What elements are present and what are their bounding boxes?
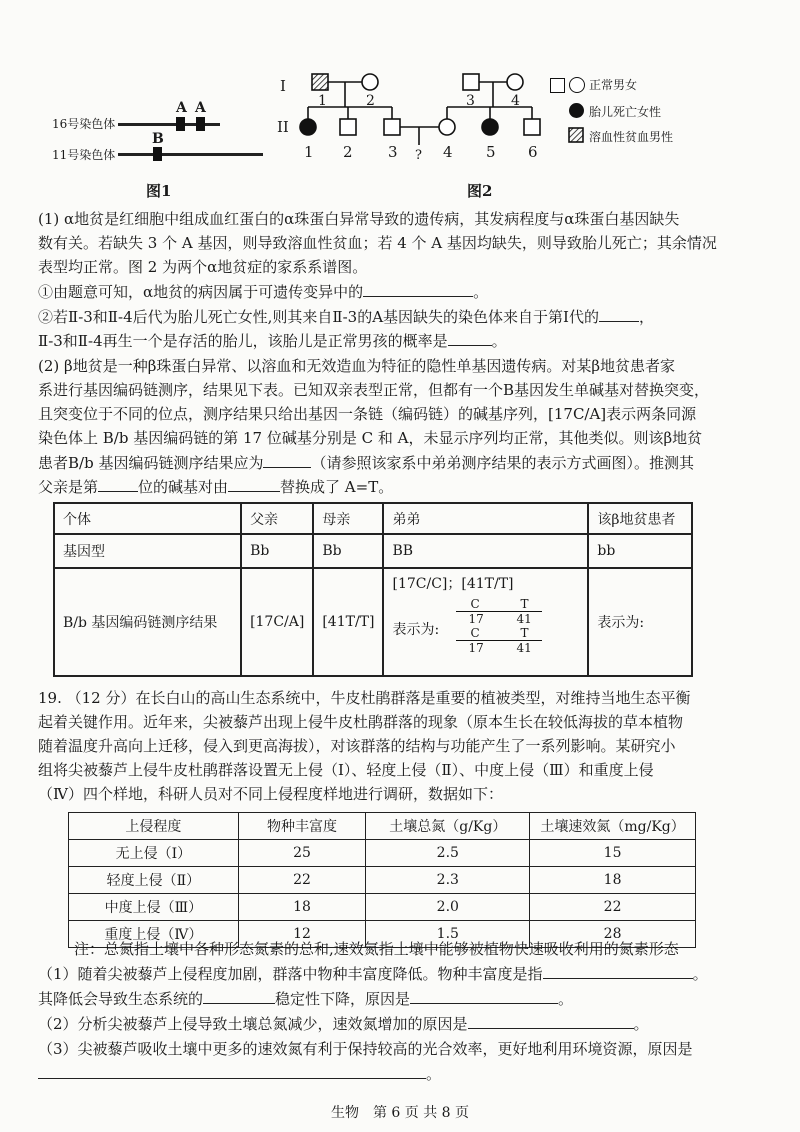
table-row — [69, 894, 696, 921]
answer-blank[interactable] — [448, 329, 492, 346]
gene-a1-label: A — [176, 100, 187, 116]
table-cell: 25 — [238, 840, 366, 867]
q19-s2: （2）分析尖被藜芦上侵导致土壤总氮减少，速效氮增加的原因是 。 — [38, 1012, 768, 1036]
q18-p2-line6: 父亲是第 位的碱基对由 替换成了 A=T。 — [38, 475, 768, 499]
table-row — [69, 867, 696, 894]
gene-a2-label: A — [195, 100, 206, 116]
gene-sequencing-table — [53, 502, 693, 677]
answer-blank[interactable] — [203, 987, 275, 1004]
father-sequence: [17C/A] — [241, 568, 313, 676]
seq-position-41: 41 — [516, 641, 532, 655]
q18-p1-line3: 表型均正常。图 2 为两个α地贫症的家系系谱图。 — [38, 258, 368, 276]
gene-b-label: B — [152, 131, 164, 147]
mother-sequence: [41T/T] — [313, 568, 383, 676]
ii5-fetal-death-female — [482, 119, 498, 135]
header-cell: 母亲 — [313, 503, 383, 534]
q19-s1-line1: （1）随着尖被藜芦上侵程度加剧，群落中物种丰富度降低。物种丰富度是指 。 — [38, 962, 768, 986]
q18-p2-line2: 系进行基因编码链测序，结果见下表。已知双亲表型正常，但都有一个B基因发生单碱基对替换突变， — [38, 381, 710, 399]
header-cell: 该β地贫患者 — [588, 503, 692, 534]
ii2-normal-male — [340, 119, 356, 135]
i2-number: 2 — [366, 93, 375, 109]
i4-normal-female — [507, 74, 523, 90]
seq-position-17: 17 — [468, 612, 484, 626]
chr11-label: 11号染色体 — [52, 148, 116, 162]
table-cell: 2.0 — [366, 894, 530, 921]
ii4-number: 4 — [443, 143, 453, 161]
ii6-number: 6 — [528, 143, 538, 161]
table-cell: 18 — [238, 894, 366, 921]
header-cell: 个体 — [54, 503, 241, 534]
answer-blank[interactable] — [228, 475, 280, 492]
ii3-normal-male — [384, 119, 400, 135]
seq-position-17: 17 — [468, 641, 484, 655]
q18-p2-line3: 且突变位于不同的位点，测序结果只给出基因一条链（编码链）的碱基序列，[17C/A]表示两条同源 — [38, 405, 697, 423]
table-cell: 1.5 — [366, 921, 530, 948]
ii1-number: 1 — [304, 143, 314, 161]
ii5-number: 5 — [486, 143, 496, 161]
table-header-row — [54, 503, 692, 534]
legend-normal-label: 正常男女 — [589, 78, 638, 92]
table-cell: 重度上侵（Ⅳ） — [69, 921, 239, 948]
header-cell: 弟弟 — [383, 503, 588, 534]
ii6-normal-male — [524, 119, 540, 135]
table-cell: bb — [588, 534, 692, 568]
generation-i-label: I — [280, 77, 286, 95]
answer-blank[interactable] — [599, 305, 639, 322]
legend-hatched-square-icon — [568, 127, 584, 143]
header-cell: 父亲 — [241, 503, 313, 534]
q19-line1: 19. （12 分）在长白山的高山生态系统中，牛皮杜鹃群落是重要的植被类型，对维持当地生态平衡 — [38, 689, 691, 707]
brother-sequence: [17C/C]；[41T/T] — [392, 576, 514, 592]
figure1-caption: 图1 — [146, 182, 172, 200]
q19-s1-line2: 其降低会导致生态系统的 稳定性下降，原因是 。 — [38, 987, 768, 1011]
i2-normal-female — [362, 74, 378, 90]
offspring-question-mark: ? — [415, 148, 422, 163]
gene-b-block — [153, 147, 162, 161]
legend-circle-icon — [569, 77, 585, 93]
seq-base-c: C — [470, 626, 480, 640]
ii3-number: 3 — [388, 143, 398, 161]
seq-base-t: T — [520, 626, 529, 640]
q19-line3: 随着温度升高向上迁移，侵入到更高海拔），对该群落的结构与功能产生了一系列影响。某研究小 — [38, 737, 676, 755]
q18-sub2-line2: Ⅱ-3和Ⅱ-4再生一个是存活的胎儿，该胎儿是正常男孩的概率是 。 — [38, 329, 768, 353]
table-cell: Bb — [313, 534, 383, 568]
generation-ii-label: II — [277, 118, 289, 136]
table-cell: 中度上侵（Ⅲ） — [69, 894, 239, 921]
answer-blank[interactable] — [98, 475, 138, 492]
sequencing-label: B/b 基因编码链测序结果 — [54, 568, 241, 676]
q19-line5: （Ⅳ）四个样地，科研人员对不同上侵程度样地进行调研，数据如下： — [38, 785, 503, 803]
ii2-number: 2 — [343, 143, 353, 161]
q18-p2-line1: (2) β地贫是一种β珠蛋白异常、以溶血和无效造血为特征的隐性单基因遗传病。对某β地贫患者家 — [38, 357, 676, 375]
q18-p2-line4: 染色体上 B/b 基因编码链的第 17 位碱基分别是 C 和 A，未显示序列均正常，其他类似。则该β地贫 — [38, 429, 703, 447]
table-cell: 15 — [530, 840, 696, 867]
header-cell: 土壤速效氮（mg/Kg） — [530, 813, 696, 840]
header-cell: 土壤总氮（g/Kg） — [366, 813, 530, 840]
seq-base-c: C — [470, 597, 480, 611]
table-cell: 22 — [238, 867, 366, 894]
legend-anemia-label: 溶血性贫血男性 — [589, 130, 674, 144]
table-cell: BB — [383, 534, 588, 568]
answer-blank[interactable] — [410, 987, 558, 1004]
genotype-label: 基因型 — [54, 534, 241, 568]
q19-s3-answer-line: 。 — [38, 1062, 768, 1086]
patient-show-label[interactable]: 表示为: — [588, 568, 692, 676]
table-cell: 2.3 — [366, 867, 530, 894]
table-cell: 轻度上侵（Ⅱ） — [69, 867, 239, 894]
q18-sub2-line1: ②若Ⅱ-3和Ⅱ-4后代为胎儿死亡女性,则其来自Ⅱ-3的A基因缺失的染色体来自于第Ⅰ代的 ， — [38, 305, 768, 329]
table-row — [69, 840, 696, 867]
figure2-caption: 图2 — [467, 182, 493, 200]
q19-line2: 起着关键作用。近年来，尖被藜芦出现上侵牛皮杜鹃群落的现象（原本生长在较低海拔的草本植物 — [38, 713, 684, 731]
q19-s3: （3）尖被藜芦吸收土壤中更多的速效氮有利于保持较高的光合效率，更好地利用环境资源，原因是 — [38, 1040, 693, 1058]
seq-base-t: T — [520, 597, 529, 611]
q18-p1-line1: (1) α地贫是红细胞中组成血红蛋白的α珠蛋白异常导致的遗传病，其发病程度与α珠蛋白基因缺失 — [38, 210, 680, 228]
answer-blank[interactable] — [468, 1012, 634, 1029]
i4-number: 4 — [511, 93, 520, 109]
seq-position-41: 41 — [516, 612, 532, 626]
answer-blank[interactable] — [363, 280, 473, 297]
answer-blank[interactable] — [38, 1062, 426, 1079]
table-cell: 无上侵（Ⅰ） — [69, 840, 239, 867]
q18-p1-line2: 数有关。若缺失 3 个 A 基因，则导致溶血性贫血；若 4 个 A 基因均缺失，则导致胎儿死亡；其余情况 — [38, 234, 717, 252]
table-header-row — [69, 813, 696, 840]
table-cell: 22 — [530, 894, 696, 921]
header-cell: 上侵程度 — [69, 813, 239, 840]
q19-line4: 组将尖被藜芦上侵牛皮杜鹃群落设置无上侵（Ⅰ）、轻度上侵（Ⅱ）、中度上侵（Ⅲ）和重度上侵 — [38, 761, 654, 779]
table-cell: Bb — [241, 534, 313, 568]
i1-number: 1 — [318, 93, 327, 109]
answer-blank[interactable] — [263, 451, 311, 468]
q19-note: 注：总氮指土壤中各种形态氮素的总和,速效氮指土壤中能够被植物快速吸收利用的氮素形态 — [74, 940, 679, 958]
q18-sub1: ①由题意可知，α地贫的病因属于可遗传变异中的 。 — [38, 280, 768, 304]
chr16-label: 16号染色体 — [52, 117, 116, 131]
legend-filled-circle-icon — [569, 103, 584, 118]
ii4-normal-female — [439, 119, 455, 135]
table-row — [54, 534, 692, 568]
answer-blank[interactable] — [543, 962, 693, 979]
table-cell: 12 — [238, 921, 366, 948]
nitrogen-data-table — [68, 812, 696, 948]
table-cell: 28 — [530, 921, 696, 948]
ii1-fetal-death-female — [300, 119, 316, 135]
legend-fetal-label: 胎儿死亡女性 — [589, 105, 662, 119]
i3-number: 3 — [466, 93, 475, 109]
chr11-line — [118, 153, 263, 156]
gene-a1-block — [176, 117, 185, 131]
i1-affected-male — [312, 74, 328, 90]
table-cell: 2.5 — [366, 840, 530, 867]
table-row — [54, 568, 692, 676]
page-footer: 生物 第 6 页 共 8 页 — [330, 1105, 470, 1121]
i3-normal-male — [463, 74, 479, 90]
gene-a2-block — [196, 117, 205, 131]
table-cell: 18 — [530, 867, 696, 894]
q18-p2-line5: 患者B/b 基因编码链测序结果应为 （请参照该家系中弟弟测序结果的表示方式画图）。推测其 — [38, 451, 768, 475]
legend-square-icon — [550, 78, 565, 93]
brother-sequence-cell — [383, 568, 588, 676]
brother-sequence-diagram — [456, 597, 542, 655]
header-cell: 物种丰富度 — [238, 813, 366, 840]
brother-show-label: 表示为: — [392, 622, 440, 638]
